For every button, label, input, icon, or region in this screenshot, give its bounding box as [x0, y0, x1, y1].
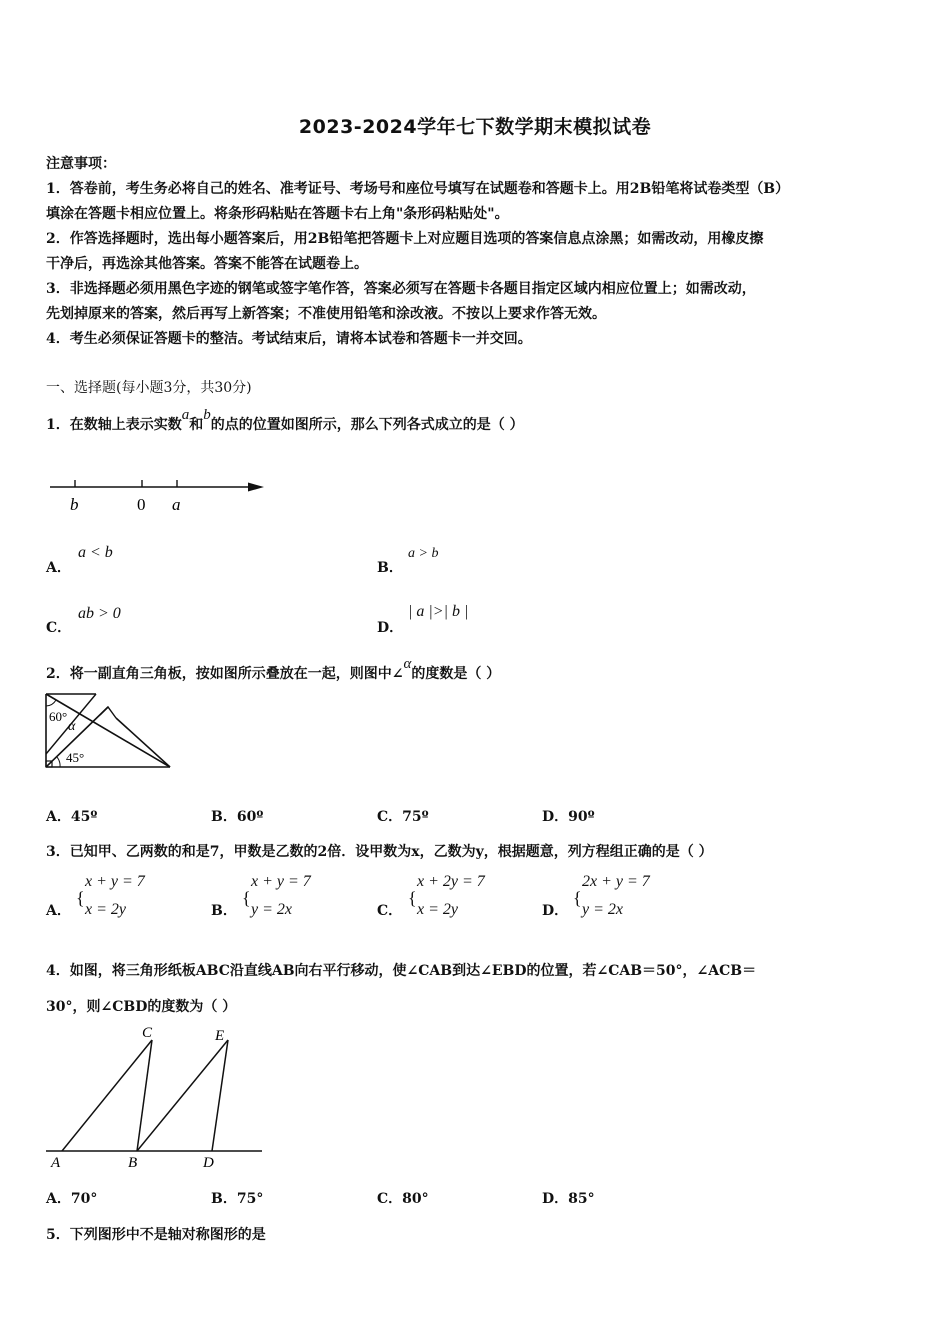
q4-option-c — [377, 1188, 429, 1208]
q3-option-c-brace: { — [408, 888, 417, 908]
q2-option-b — [211, 806, 263, 826]
q2-option-b-label: B． — [211, 809, 237, 825]
q3-option-d-eq1: 2x + y = 7 — [582, 873, 650, 890]
q4-option-b-label: B． — [211, 1191, 237, 1207]
angle-45-arc — [57, 757, 60, 767]
q1-option-c-label: C． — [46, 620, 72, 636]
axis-label-0: 0 — [137, 495, 146, 514]
q3-option-a-eq1: x + y = 7 — [85, 873, 145, 890]
q2-option-a — [46, 806, 97, 826]
notice-line-2: 填涂在答题卡相应位置上。将条形码粘贴在答题卡右上角"条形码粘贴处"。 — [46, 206, 509, 222]
q1-option-a-expr: a < b — [78, 544, 113, 561]
q4-option-c-label: C． — [377, 1191, 403, 1207]
question-2-text-b: 的度数是（ ） — [411, 666, 501, 682]
translation-figure — [42, 1020, 267, 1172]
q3-option-c-label: C． — [377, 903, 403, 919]
q4-option-d-value: 85° — [568, 1191, 595, 1207]
label-e: E — [215, 1028, 225, 1044]
q2-option-d — [542, 806, 595, 826]
q1-option-d-label: D． — [377, 620, 404, 636]
notice-line-5: 3．非选择题必须用黑色字迹的钢笔或签字笔作答，答案必须写在答题卡各题目指定区域内相应位置上；如需改动， — [46, 281, 756, 297]
angle-60-arc — [46, 700, 56, 706]
q4-option-a-label: A． — [46, 1191, 71, 1207]
q3-option-c-eq2: x = 2y — [417, 901, 458, 918]
q2-option-d-label: D． — [542, 809, 569, 825]
q1-option-b-label: B． — [377, 560, 403, 576]
q1-option-b-expr: a > b — [408, 546, 439, 561]
q2-option-b-value: 60º — [236, 809, 264, 825]
label-a: A — [51, 1155, 61, 1171]
triangle-set-figure — [42, 690, 177, 772]
label-b: B — [128, 1155, 138, 1171]
q2-option-a-label: A． — [46, 809, 71, 825]
q3-option-a-eq2: x = 2y — [85, 901, 126, 918]
number-line-arrow — [248, 483, 264, 492]
hypotenuse-60 — [46, 694, 170, 767]
notice-line-1: 1．答卷前，考生务必将自己的姓名、准考证号、考场号和座位号填写在试题卷和答题卡上。用2B铅笔将试卷类型（B） — [46, 181, 790, 197]
notice-line-6: 先划掉原来的答案，然后再写上新答案；不准使用铅笔和涂改液。不按以上要求作答无效。 — [46, 306, 606, 322]
q2-option-d-value: 90º — [568, 809, 595, 825]
question-4-line-2: 30°，则∠CBD的度数为（ ） — [46, 999, 237, 1015]
q1-option-c-expr: ab > 0 — [78, 605, 121, 622]
question-1-text-a: 1．在数轴上表示实数 — [46, 417, 182, 433]
section-heading: 一、选择题(每小题3分，共30分) — [46, 380, 252, 396]
q2-option-c-value: 75º — [402, 809, 429, 825]
notice-line-4: 干净后，再选涂其他答案。答案不能答在试题卷上。 — [46, 256, 368, 272]
question-3: 3．已知甲、乙两数的和是7，甲数是乙数的2倍．设甲数为x，乙数为y，根据题意，列方程组正确的是（ ） — [46, 844, 713, 860]
q3-option-d-brace: { — [573, 888, 582, 908]
q4-option-c-value: 80° — [402, 1191, 429, 1207]
question-5: 5．下列图形中不是轴对称图形的是 — [46, 1227, 266, 1243]
q3-option-a-brace: { — [76, 888, 85, 908]
question-4-line-1: 4．如图，将三角形纸板ABC沿直线AB向右平行移动，使∠CAB到达∠EBD的位置，若∠CAB＝50°，∠ACB＝ — [46, 963, 757, 979]
notice-line-7: 4．考生必须保证答题卡的整洁。考试结束后，请将本试卷和答题卡一并交回。 — [46, 331, 532, 347]
q4-option-d-label: D． — [542, 1191, 569, 1207]
right-angle-apex — [100, 707, 116, 718]
question-1 — [46, 407, 524, 434]
notice-heading: 注意事项： — [46, 156, 116, 172]
q1-option-a-label: A． — [46, 560, 71, 576]
q3-option-b-label: B． — [211, 903, 237, 919]
q2-option-c — [377, 806, 429, 826]
right-edge — [116, 718, 170, 767]
q4-option-a-value: 70° — [70, 1191, 98, 1207]
q3-option-b-eq2: y = 2x — [251, 901, 292, 918]
q1-option-d-expr: | a |>| b | — [408, 603, 469, 620]
q3-option-b-brace: { — [242, 888, 251, 908]
label-d: D — [203, 1155, 214, 1171]
number-line-figure — [44, 470, 274, 520]
axis-label-a: a — [172, 495, 181, 514]
q3-option-b-eq1: x + y = 7 — [251, 873, 311, 890]
question-2 — [46, 656, 501, 683]
label-c: C — [142, 1025, 153, 1041]
question-2-text-a: 2．将一副直角三角板，按如图所示叠放在一起，则图中∠ — [46, 666, 404, 682]
q4-option-d — [542, 1188, 595, 1208]
q3-option-c-eq1: x + 2y = 7 — [417, 873, 485, 890]
question-1-text-b: 的点的位置如图所示，那么下列各式成立的是（ ） — [210, 417, 524, 433]
question-1-var-b: b — [203, 407, 211, 423]
notice-line-3: 2．作答选择题时，选出每小题答案后，用2B铅笔把答题卡上对应题目选项的答案信息点涂黑；如需改动，用橡皮擦 — [46, 231, 764, 247]
label-alpha: α — [68, 719, 76, 734]
label-60: 60° — [49, 709, 68, 724]
question-2-alpha: α — [403, 656, 412, 672]
label-45: 45° — [66, 750, 85, 765]
q3-option-a-label: A． — [46, 903, 71, 919]
q4-option-b-value: 75° — [236, 1191, 264, 1207]
q3-option-d-eq2: y = 2x — [582, 901, 623, 918]
q2-option-c-label: C． — [377, 809, 403, 825]
question-1-var-a: a — [181, 407, 190, 423]
question-1-text-and: 和 — [189, 417, 204, 433]
q2-option-a-value: 45º — [70, 809, 98, 825]
axis-label-b: b — [70, 495, 79, 514]
q4-option-a — [46, 1188, 97, 1208]
page-title: 2023-2024学年七下数学期末模拟试卷 — [298, 116, 652, 138]
q3-option-d-label: D． — [542, 903, 569, 919]
q4-option-b — [211, 1188, 263, 1208]
